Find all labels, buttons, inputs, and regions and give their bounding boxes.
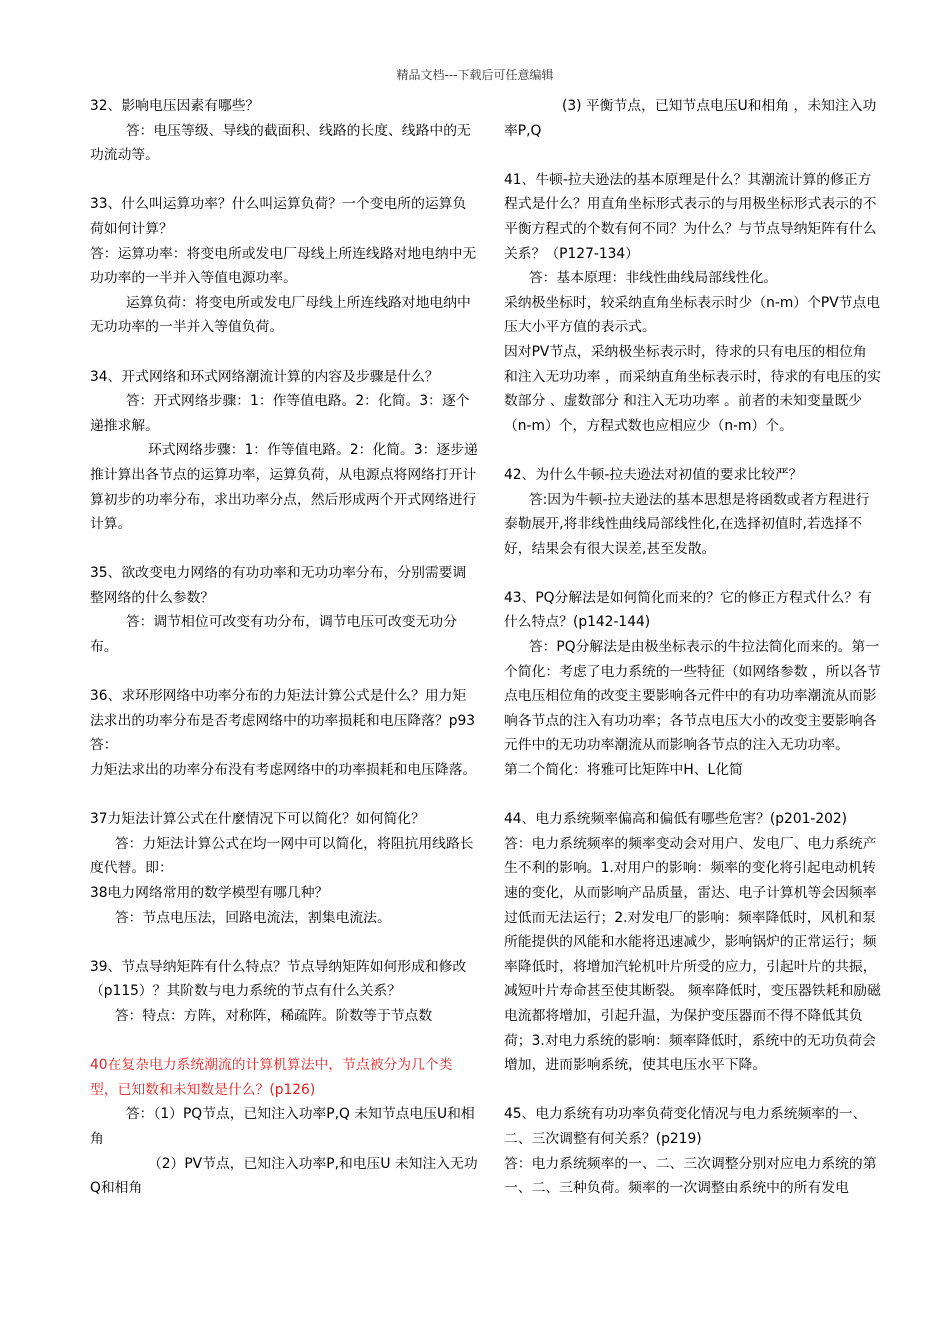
paragraph: 答：PQ分解法是由极坐标表示的牛拉法简化而来的。第一个简化：考虑了电力系统的一些特征（如网络参数 ，所以各节点电压相位角的改变主要影响各元件中的有功功率潮流从而影响各节点的注入有功功率；各节点电压大小的改变主要影响各元件中的无功功率潮流从而影响各节点的注入无功功率。 (504, 639, 881, 754)
paragraph: 答：（1）PQ节点，已知注入功率P,Q 未知节点电压U和相角 (90, 1106, 475, 1147)
right-column (504, 94, 882, 1201)
paragraph: 41、牛顿-拉夫逊法的基本原理是什么？其潮流计算的修正方程式是什么？用直角坐标形式表示的与用极坐标形式表示的不平衡方程式的个数有何不同？为什么？与节点导纳矩阵有什么关系？（P127-134） (504, 171, 877, 262)
paragraph-gap (504, 783, 882, 808)
paragraph: (3) 平衡节点，已知节点电压U和相角 ，未知注入功率P,Q (504, 98, 877, 139)
paragraph: 答：电压等级、导线的截面积、线路的长度、线路中的无功流动等。 (90, 122, 471, 164)
paragraph: 35、欲改变电力网络的有功功率和无功功率分布，分别需要调整网络的什么参数？ (90, 565, 467, 606)
paragraph: 采纳极坐标时，较采纳直角坐标表示时少（n-m）个PV节点电压大小平方值的表示式。 (504, 294, 881, 336)
paragraph-gap (90, 660, 480, 685)
paragraph: 因对PV节点，采纳极坐标表示时，待求的只有电压的相位角 和注入无功功率 ，而采纳直角坐标表示时，待求的有电压的实数部分 、虚数部分 和注入无功功率 。前者的未知变量既少（n-m）个，方程式数也应相应少（n-m）个。 (504, 343, 881, 434)
paragraph: 36、求环形网络中功率分布的力矩法计算公式是什么？用力矩法求出的功率分布是否考虑网络中的功率损耗和电压降落？p93 (90, 688, 476, 729)
paragraph: 39、节点导纳矩阵有什么特点？节点导纳矩阵如何形成和修改（p115）？其阶数与电力系统的节点有什么关系？ (90, 958, 467, 1000)
paragraph-gap (90, 783, 480, 808)
paragraph-gap (90, 1029, 480, 1054)
paragraph: 运算负荷：将变电所或发电厂母线上所连线路对地电纳中无功功率的一半并入等值负荷。 (90, 294, 471, 336)
paragraph: 答:因为牛顿-拉夫逊法的基本思想是将函数或者方程进行泰勒展开,将非线性曲线局部线性化,在选择初值时,若选择不好，结果会有很大误差,甚至发散。 (504, 491, 870, 557)
paragraph: 答：调节相位可改变有功分布，调节电压可改变无功分布。 (90, 614, 457, 656)
paragraph: 答：力矩法计算公式在均一网中可以简化，将阻抗用线路长度代替。即： (90, 835, 474, 877)
paragraph: 40在复杂电力系统潮流的计算机算法中，节点被分为几个类型，已知数和未知数是什么？(p126) (90, 1057, 453, 1098)
paragraph: 38电力网络常用的数学模型有哪几种？ (90, 885, 329, 901)
paragraph: （2）PV节点，已知注入功率P,和电压U 未知注入无功Q和相角 (90, 1155, 478, 1197)
paragraph: 力矩法求出的功率分布没有考虑网络中的功率损耗和电压降落。 (90, 762, 477, 779)
paragraph: 答：电力系统频率的频率变动会对用户、发电厂、电力系统产生不利的影响。1.对用户的影响：频率的变化将引起电动机转速的变化，从而影响产品质量，雷达、电子计算机等会因频率过低而无法运行；2.对发电厂的影响：频率降低时，风机和泵所能提供的风能和水能将迅速减少，影响锅炉的正常运行；频率降低时，将增加汽轮机叶片所受的应力，引起叶片的共振，减短叶片寿命甚至使其断裂。 频率降低时，变压器铁耗和励磁电流都将增加，引起升温，为保护变压器而不得不降低其负荷；3.对电力系统的影响：频率降低时，系统中的无功负荷会增加，进而影响系统，使其电压水平下降。 (504, 835, 881, 1074)
paragraph: 43、PQ分解法是如何简化而来的？它的修正方程式什么？有什么特点？(p142-144) (504, 589, 872, 631)
page-header: 精品文档---下载后可任意编辑 (396, 68, 554, 82)
paragraph-gap (504, 143, 882, 168)
paragraph: 答：电力系统频率的一、二、三次调整分别对应电力系统的第一、二、三种负荷。频率的一次调整由系统中的所有发电 (504, 1155, 877, 1197)
paragraph: 答：特点：方阵，对称阵，稀疏阵。阶数等于节点数 (114, 1007, 433, 1024)
paragraph-gap (90, 340, 480, 365)
paragraph: 45、电力系统有功功率负荷变化情况与电力系统频率的一、二、三次调整有何关系？(p219) (504, 1106, 867, 1147)
paragraph: 37力矩法计算公式在什麼情况下可以简化？如何简化？ (90, 811, 425, 828)
paragraph: 42、为什么牛顿-拉夫逊法对初值的要求比较严？ (504, 466, 803, 483)
paragraph: 环式网络步骤：1：作等值电路。2：化简。3：逐步递推计算出各节点的运算功率，运算负荷，从电源点将网络打开计算初步的功率分布，求出功率分点，然后形成两个开式网络进行计算。 (90, 442, 478, 533)
paragraph-gap (504, 438, 882, 463)
paragraph-gap (90, 168, 480, 193)
paragraph: 答：开式网络步骤：1：作等值电路。2：化简。3：逐个递推求解。 (90, 393, 470, 434)
paragraph: 32、影响电压因素有哪些？ (90, 98, 260, 114)
paragraph: 44、电力系统频率偏高和偏低有哪些危害？(p201-202) (504, 811, 848, 828)
paragraph-gap (504, 561, 882, 586)
paragraph: 33、什么叫运算功率？什么叫运算负荷？一个变电所的运算负荷如何计算？ (90, 196, 467, 237)
paragraph: 答：基本原理：非线性曲线局部线性化。 (528, 270, 778, 287)
paragraph: 34、开式网络和环式网络潮流计算的内容及步骤是什么？ (90, 368, 439, 385)
paragraph-gap (90, 537, 480, 562)
paragraph: 答： (90, 737, 118, 754)
paragraph: 答：运算功率：将变电所或发电厂母线上所连线路对地电纳中无功功率的一半并入等值电源功率。 (90, 245, 477, 287)
paragraph-gap (90, 930, 480, 955)
paragraph: 第二个简化：将雅可比矩阵中H、L化简 (504, 762, 743, 779)
left-column (90, 94, 480, 1201)
paragraph-gap (504, 1078, 882, 1103)
paragraph: 答：节点电压法，回路电流法，割集电流法。 (114, 909, 391, 926)
